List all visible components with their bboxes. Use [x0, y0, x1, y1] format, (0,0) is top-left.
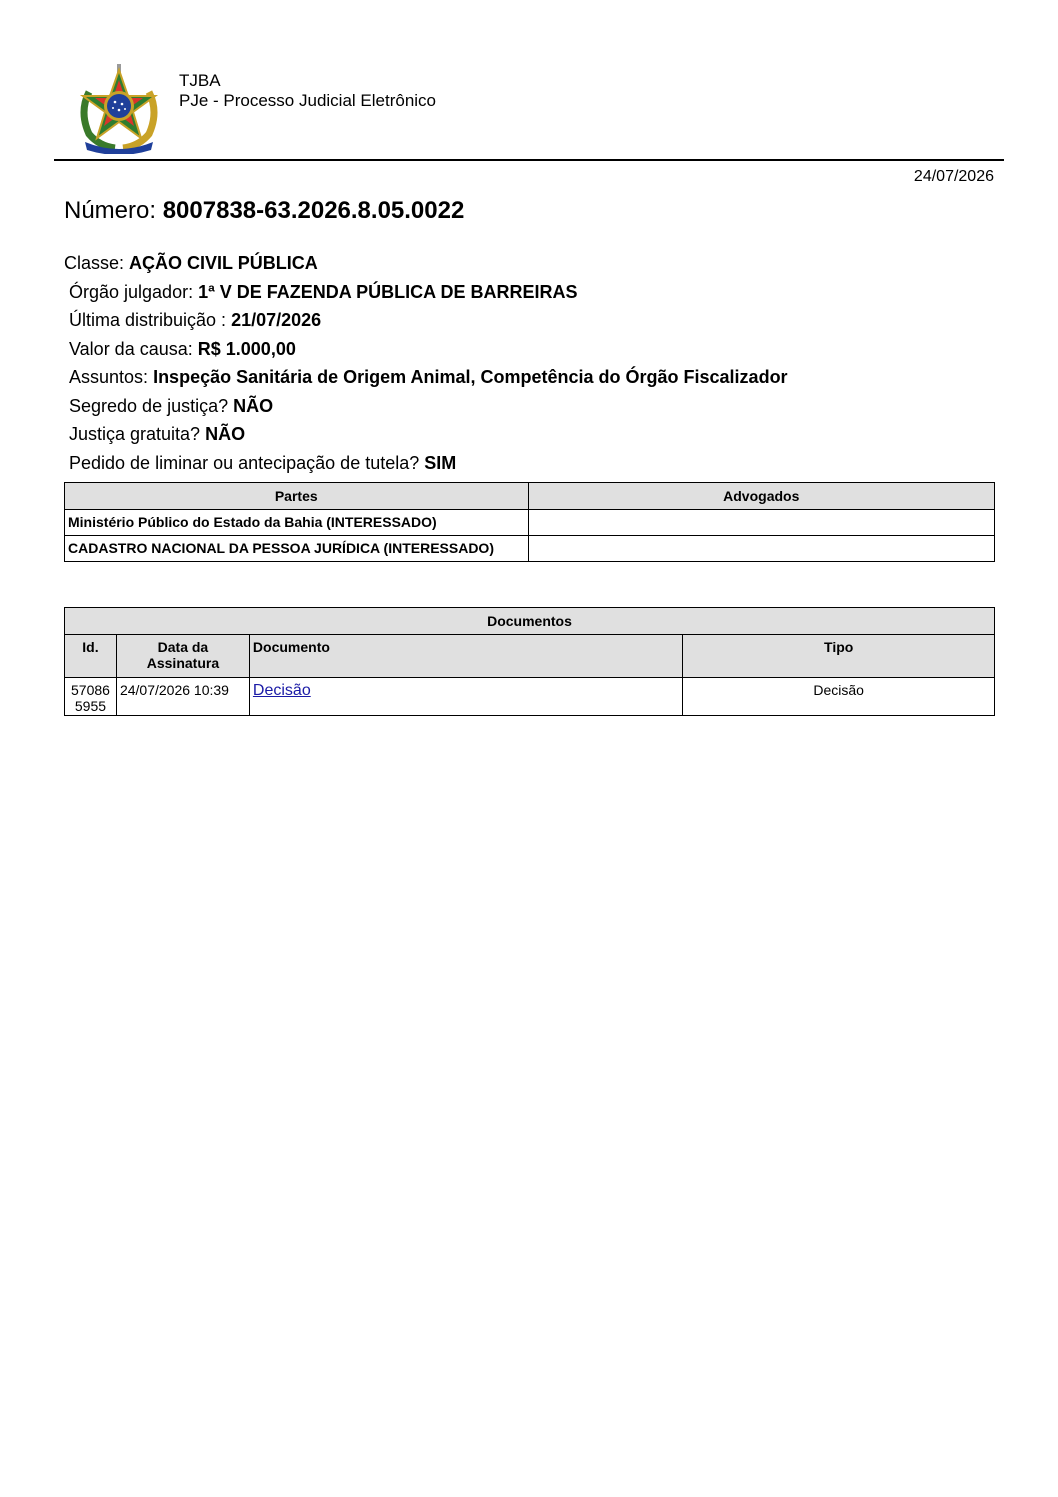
documento-link[interactable]: Decisão — [252, 682, 311, 699]
field-segredo-justica — [64, 392, 788, 421]
header-divider — [54, 159, 1004, 161]
field-value: 21/07/2026 — [231, 310, 322, 330]
field-value: AÇÃO CIVIL PÚBLICA — [129, 253, 318, 273]
field-orgao-julgador — [64, 278, 788, 307]
advogado-cell — [528, 536, 994, 562]
documentos-caption: Documentos — [65, 608, 995, 635]
table-row — [65, 510, 995, 536]
header-id: Id. — [65, 635, 117, 678]
field-assuntos — [64, 363, 788, 392]
field-valor-causa — [64, 335, 788, 364]
field-label: Segredo de justiça? — [69, 395, 229, 416]
documentos-caption-row — [65, 608, 995, 635]
field-label: Valor da causa: — [69, 338, 193, 359]
field-value: 1ª V DE FAZENDA PÚBLICA DE BARREIRAS — [198, 281, 578, 302]
process-fields — [64, 249, 788, 477]
table-row — [65, 678, 995, 716]
header-data-assinatura: Data da Assinatura — [116, 635, 249, 678]
field-label: Classe: — [64, 253, 125, 273]
page-header — [0, 0, 1058, 162]
header-advogados: Advogados — [528, 483, 994, 510]
brazil-coat-of-arms-icon — [75, 62, 163, 154]
field-label: Justiça gratuita? — [69, 424, 201, 444]
documentos-table — [64, 607, 995, 716]
table-row — [65, 536, 995, 562]
header-tipo: Tipo — [683, 635, 995, 678]
doc-id-cell: 57086 5955 — [65, 678, 117, 716]
doc-documento-cell — [249, 678, 682, 716]
field-value: SIM — [424, 452, 457, 473]
print-date: 24/07/2026 — [913, 168, 994, 185]
field-pedido-liminar — [64, 449, 788, 478]
org-info — [179, 71, 436, 111]
field-label: Órgão julgador: — [69, 281, 194, 302]
field-label: Assuntos: — [69, 367, 149, 387]
field-value: NÃO — [205, 424, 246, 444]
partes-table — [64, 482, 995, 562]
org-short: TJBA — [179, 71, 221, 90]
advogado-cell — [528, 510, 994, 536]
field-value: R$ 1.000,00 — [197, 338, 296, 359]
doc-tipo-cell: Decisão — [683, 678, 995, 716]
header-partes: Partes — [65, 483, 529, 510]
field-classe — [64, 249, 788, 278]
process-number-label: Número: — [64, 197, 157, 224]
field-justica-gratuita — [64, 420, 788, 449]
system-name: PJe - Processo Judicial Eletrônico — [179, 91, 437, 110]
documentos-header-row — [65, 635, 995, 678]
parte-cell: Ministério Público do Estado da Bahia (INTERESSADO) — [65, 510, 529, 536]
process-number — [64, 197, 464, 225]
header-documento: Documento — [249, 635, 682, 678]
field-value: Inspeção Sanitária de Origem Animal, Competência do Órgão Fiscalizador — [153, 367, 788, 387]
process-number-value: 8007838-63.2026.8.05.0022 — [162, 197, 465, 224]
parte-cell: CADASTRO NACIONAL DA PESSOA JURÍDICA (INTERESSADO) — [65, 536, 529, 562]
field-label: Pedido de liminar ou antecipação de tutela? — [69, 452, 420, 473]
field-ultima-distribuicao — [64, 306, 788, 335]
doc-data-cell: 24/07/2026 10:39 — [116, 678, 249, 716]
partes-header-row — [65, 483, 995, 510]
field-value: NÃO — [233, 395, 274, 416]
field-label: Última distribuição : — [69, 310, 227, 330]
